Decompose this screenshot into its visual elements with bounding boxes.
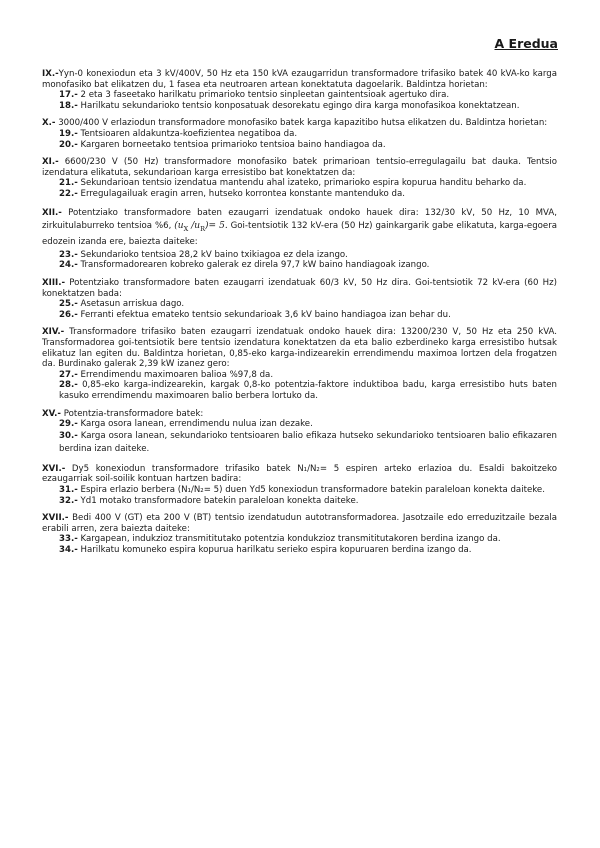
question-text: Potentzia-transformadore batek: — [61, 408, 204, 419]
statement-31: 31.- Espira erlazio berbera (N₁/N₂= 5) duen Yd5 konexiodun transformadore batekin paraleloan konekta daiteke. — [59, 484, 545, 495]
statement-19: 19.- Tentsioaren aldakuntza-koefizientea negatiboa da. — [59, 128, 298, 139]
question-number: XI.- — [42, 157, 59, 168]
exam-content — [42, 69, 557, 562]
statement-30: 30.- Karga osora lanean, sekundarioko tentsioaren balio efikaza hutseko sekundarioko tentsioaren balio efikazaren berdina izan daiteke. — [59, 430, 557, 455]
question-text: 3000/400 V erlaziodun transformadore monofasiko batek karga kapazitibo hutsa elikatzen du. Baldintza horietan: — [55, 118, 548, 129]
statement-24: 24.- Transformadorearen kobreko galerak ez direla 97,7 kW baino handiagoak izango. — [59, 260, 430, 271]
statement-34: 34.- Harilkatu komuneko espira kopurua harilkatu serieko espira kopuruaren berdina izango da. — [59, 544, 472, 555]
statement-25: 25.- Asetasun arriskua dago. — [59, 299, 185, 310]
statement-17: 17.- 2 eta 3 faseetako harilkatu primarioko tentsio sinpleetan gaintentsioak agertuko dira. — [59, 90, 450, 101]
statement-18: 18.- Harilkatu sekundarioko tentsio konposatuak desorekatu egingo dira karga monofasikoa konektatzean. — [59, 100, 520, 111]
statement-28: 28.- 0,85-eko karga-indizearekin, kargak 0,8-ko potentzia-faktore induktiboa badu, karga erresistibo huts baten kasuko errendimendu maximoaren balio berbera lortuko da. — [59, 380, 557, 401]
question-number: XII.- — [42, 207, 62, 218]
statement-33: 33.- Kargapean, indukzioz transmititutako potentzia kondukzioz transmititutakoren berdina izango da. — [59, 534, 501, 545]
statement-26: 26.- Ferranti efektua emateko tentsio sekundarioak 3,6 kV baino handiagoa izan behar du. — [59, 309, 451, 320]
question-number: IX.- — [42, 69, 59, 79]
question-xvii — [42, 513, 557, 555]
voltage-ratio-formula: ($u_X$ $/u_R)= 5$. — [174, 221, 228, 233]
question-text: Dy5 konexiodun transformadore trifasiko batek N₁/N₂= 5 espiren arteko erlazioa du. Esaldi bakoitzeko ezaugarriak soil-soilik kontuan hartzen badira: — [42, 463, 557, 485]
question-text: Potentziako transformadore baten ezaugarri izendatuak 60/3 kV, 50 Hz dira. Goi-tentsiotik 72 kV-era (60 Hz) konektatzen bada: — [42, 278, 557, 299]
question-text-cont: Goi-tentsiotik 132 kV-era (50 Hz) gainkargarik gabe elikatuta, karga-egoera edozein izanda ere, baiezta daiteke: — [42, 221, 558, 248]
statement-29: 29.- Karga osora lanean, errendimendu nulua izan dezake. — [59, 419, 313, 430]
question-text: Yyn-0 konexiodun eta 3 kV/400V, 50 Hz eta 150 kVA ezaugarridun transformadore trifasiko batek 40 kVA-ko karga monofasiko bat elikatzen du, 1 fasea eta neutroaren artean konektatuta dagoelarik. Baldintza horietan: — [42, 69, 557, 90]
question-xv — [42, 409, 557, 457]
question-text: Potentziako transformadore baten ezaugarri izendatuak ondoko hauek dira: 132/30 kV, 50 Hz, 10 MVA, zirkuitulaburreko tentsioa %6, — [42, 207, 557, 232]
question-x — [42, 118, 557, 150]
question-text: Bedi 400 V (GT) eta 200 V (BT) tentsio izendatudun autotransformadorea. Jasotzaile edo erreduzitzaile bezala erabili arren, zera baiezta daiteke: — [42, 513, 557, 534]
question-xiii — [42, 278, 557, 320]
question-xi — [42, 157, 557, 199]
statement-23: 23.- Sekundarioko tentsioa 28,2 kV baino txikiagoa ez dela izango. — [59, 249, 348, 260]
question-number: XIII.- — [42, 278, 66, 289]
question-number: X.- — [42, 118, 56, 129]
statement-22: 22.- Erregulagailuak eragin arren, hutseko korrontea konstante mantenduko da. — [59, 188, 405, 199]
question-xii — [42, 207, 557, 271]
question-number: XVI.- — [42, 463, 66, 474]
question-xvi — [42, 464, 557, 506]
question-text: 6600/230 V (50 Hz) transformadore monofasiko batek primarioan tentsio-erregulagailu bat dauka. Tentsio izendatura elikatuta, sekundarioan karga erresistibo bat konektatzen da: — [42, 157, 557, 178]
question-text: Transformadore trifasiko baten ezaugarri izendatuak ondoko hauek dira: 13200/230 V, 50 Hz eta 250 kVA. Transformadorea goi-tentsiotik bere tentsio izendatura konektatzen da eta balio ezberdineko karga erresistibo hutsak elikatuz lan egiten du. Baldintza horietan, 0,85-eko karga-indizearekin errendimendu maximoa lortzen dela frogatzen da. Burdinako galerak 2,39 kW izanez gero: — [42, 327, 557, 370]
page-title: A Eredua — [494, 36, 558, 51]
question-xiv — [42, 327, 557, 401]
statement-27: 27.- Errendimendu maximoaren balioa %97,8 da. — [59, 369, 274, 380]
question-number: XVII.- — [42, 513, 69, 524]
statement-21: 21.- Sekundarioan tentsio izendatua mantendu ahal izateko, primarioko espira kopurua handitu beharko da. — [59, 178, 527, 189]
question-number: XIV.- — [42, 327, 65, 338]
question-number: XV.- — [42, 408, 61, 419]
statement-32: 32.- Yd1 motako transformadore batekin paraleloan konekta daiteke. — [59, 495, 359, 506]
question-ix — [42, 69, 557, 111]
statement-20: 20.- Kargaren borneetako tentsioa primarioko tentsioa baino handiagoa da. — [59, 139, 386, 150]
